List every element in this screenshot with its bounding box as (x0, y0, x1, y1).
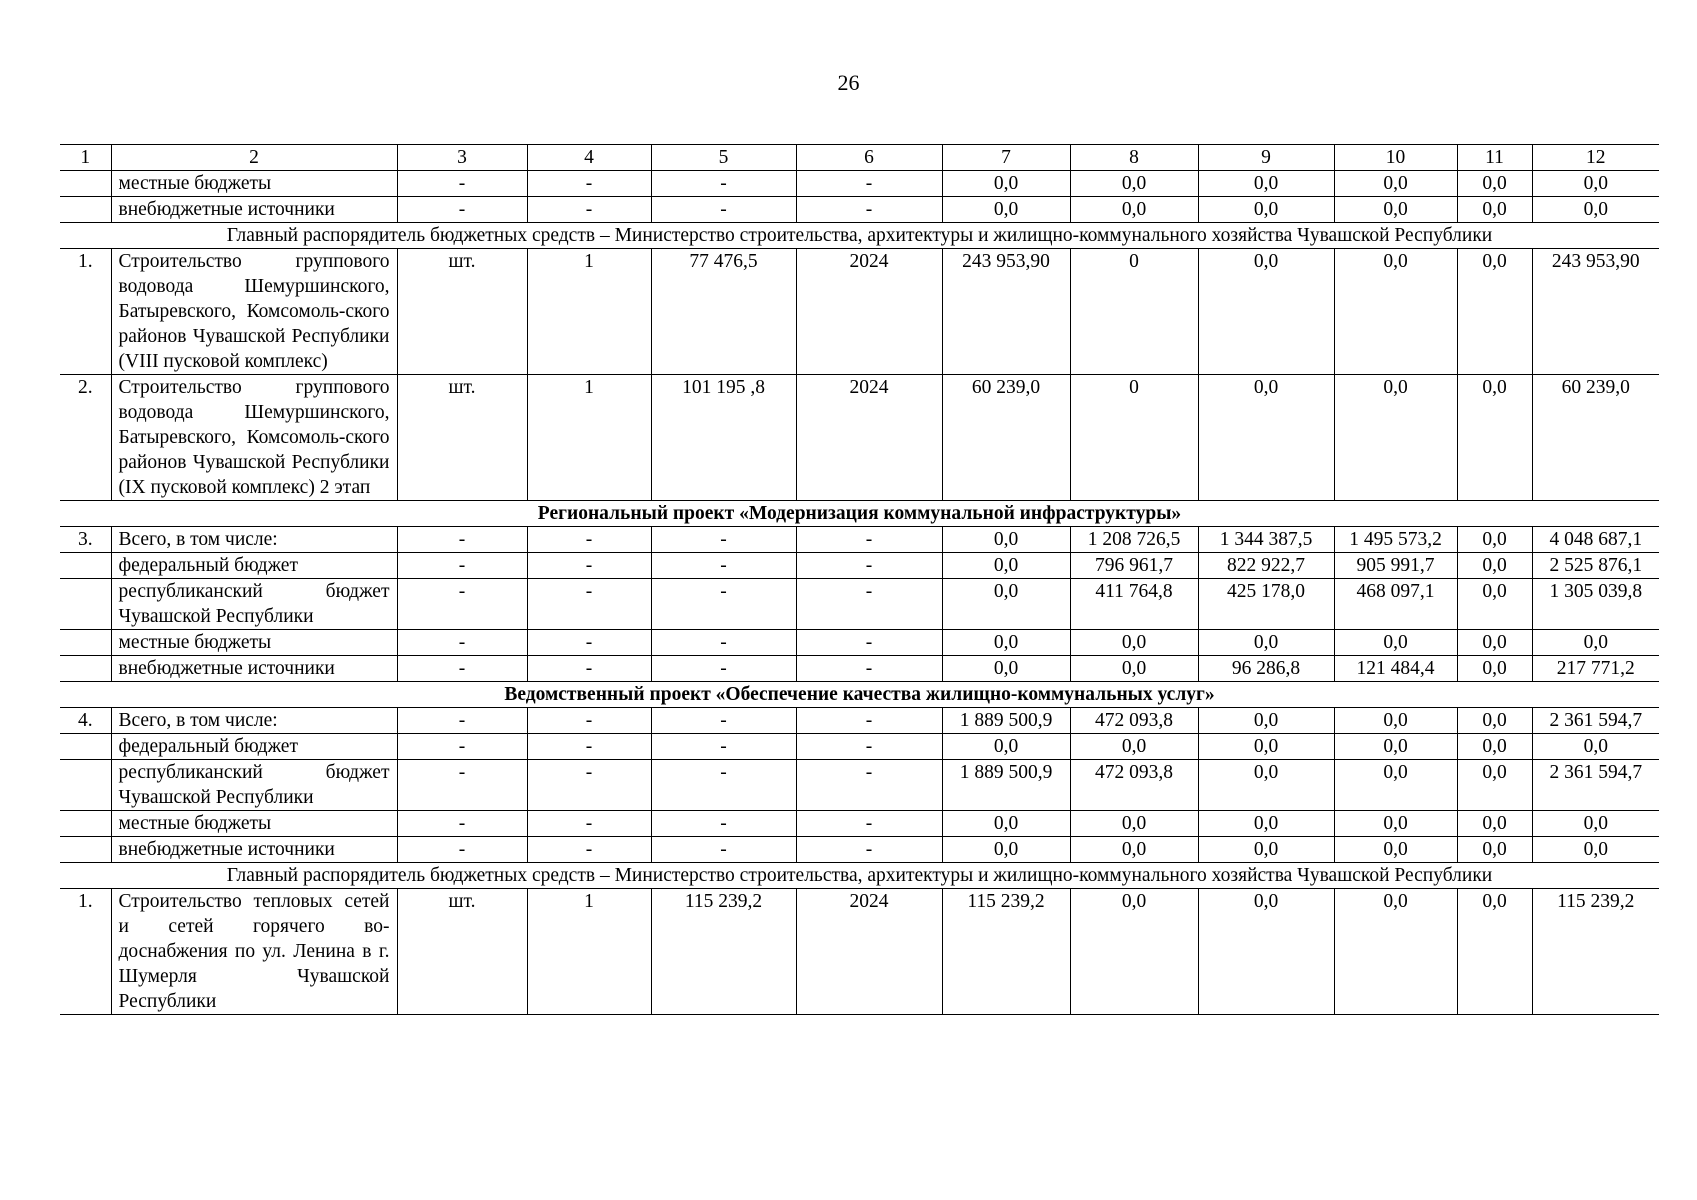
table-cell: 2. (60, 375, 111, 501)
table-cell: - (796, 734, 942, 760)
table-cell: 77 476,5 (651, 249, 796, 375)
table-cell: шт. (397, 249, 527, 375)
table-cell: 0,0 (1334, 249, 1457, 375)
table-cell: 0,0 (942, 197, 1070, 223)
table-cell: - (397, 527, 527, 553)
table-cell: 0,0 (1334, 197, 1457, 223)
table-row (60, 811, 1659, 837)
table-cell: 1 889 500,9 (942, 760, 1070, 811)
table-cell: - (796, 197, 942, 223)
table-cell: - (527, 708, 651, 734)
table-cell: 2 361 594,7 (1532, 760, 1659, 811)
table-cell (60, 837, 111, 863)
table-cell: 4 048 687,1 (1532, 527, 1659, 553)
table-cell: 0,0 (1457, 889, 1532, 1015)
table-cell: 115 239,2 (651, 889, 796, 1015)
table-row (60, 837, 1659, 863)
table-row (60, 734, 1659, 760)
table-cell: 0,0 (1070, 734, 1198, 760)
table-cell: 4. (60, 708, 111, 734)
table-cell: 0,0 (942, 656, 1070, 682)
table-cell: 0,0 (1457, 197, 1532, 223)
section-title: Главный распорядитель бюджетных средств – Министерство строительства, архитектуры и жилищно-коммунального хозяйства Чувашской Республики (60, 863, 1659, 889)
row-name-cell: местные бюджеты (111, 171, 397, 197)
table-cell: - (527, 811, 651, 837)
column-header-4: 4 (527, 145, 651, 171)
table-cell: - (527, 837, 651, 863)
table-cell: 0,0 (942, 579, 1070, 630)
table-row (60, 630, 1659, 656)
table-cell: 0,0 (1457, 171, 1532, 197)
table-row (60, 708, 1659, 734)
table-cell: 0,0 (1198, 197, 1334, 223)
table-cell: 0,0 (1532, 734, 1659, 760)
section-title-row (60, 863, 1659, 889)
table-cell: 243 953,90 (1532, 249, 1659, 375)
table-row (60, 656, 1659, 682)
table-cell: - (527, 553, 651, 579)
table-cell: 411 764,8 (1070, 579, 1198, 630)
page-number: 26 (837, 70, 860, 95)
table-row (60, 889, 1659, 1015)
table-cell: 0,0 (1532, 171, 1659, 197)
table-cell: 0,0 (1457, 656, 1532, 682)
table-cell: шт. (397, 889, 527, 1015)
table-row (60, 527, 1659, 553)
table-cell: 0,0 (1198, 708, 1334, 734)
table-cell: 2024 (796, 375, 942, 501)
table-cell: 0,0 (1198, 249, 1334, 375)
table-cell: - (527, 734, 651, 760)
table-cell: - (796, 630, 942, 656)
column-header-9: 9 (1198, 145, 1334, 171)
column-header-8: 8 (1070, 145, 1198, 171)
row-name-cell: республиканский бюджет Чувашской Республики (111, 760, 397, 811)
table-cell: 0,0 (942, 734, 1070, 760)
table-cell: 0,0 (942, 553, 1070, 579)
table-cell: 0,0 (1532, 837, 1659, 863)
table-cell: 2 361 594,7 (1532, 708, 1659, 734)
table-cell: 0,0 (1198, 171, 1334, 197)
row-name-cell: местные бюджеты (111, 630, 397, 656)
table-cell: - (397, 734, 527, 760)
budget-table (60, 144, 1659, 1015)
table-cell: - (397, 837, 527, 863)
table-cell: 0,0 (1070, 171, 1198, 197)
table-body (60, 145, 1659, 1015)
table-cell: 0,0 (1070, 656, 1198, 682)
table-cell: 96 286,8 (1198, 656, 1334, 682)
table-cell: - (527, 656, 651, 682)
row-name-cell: федеральный бюджет (111, 553, 397, 579)
table-cell: - (796, 171, 942, 197)
table-cell: 0,0 (1070, 811, 1198, 837)
section-title-row (60, 223, 1659, 249)
table-cell: - (651, 579, 796, 630)
table-cell: 0,0 (1198, 734, 1334, 760)
table-cell: 0,0 (1198, 889, 1334, 1015)
table-cell: 1. (60, 889, 111, 1015)
table-cell: 217 771,2 (1532, 656, 1659, 682)
table-cell: 0,0 (1457, 527, 1532, 553)
table-cell: 0,0 (1457, 249, 1532, 375)
table-cell: 0,0 (1457, 734, 1532, 760)
column-header-1: 1 (60, 145, 111, 171)
table-cell: 822 922,7 (1198, 553, 1334, 579)
table-cell: 0,0 (1198, 760, 1334, 811)
table-cell: 1 208 726,5 (1070, 527, 1198, 553)
row-name-cell: республиканский бюджет Чувашской Республики (111, 579, 397, 630)
table-cell: - (651, 553, 796, 579)
table-cell: 0,0 (1334, 811, 1457, 837)
column-header-6: 6 (796, 145, 942, 171)
column-header-11: 11 (1457, 145, 1532, 171)
table-cell (60, 734, 111, 760)
row-name-cell: местные бюджеты (111, 811, 397, 837)
table-cell (60, 171, 111, 197)
table-cell: 101 195 ,8 (651, 375, 796, 501)
table-cell: шт. (397, 375, 527, 501)
table-row (60, 249, 1659, 375)
table-cell: - (651, 760, 796, 811)
table-cell: - (397, 197, 527, 223)
table-cell: - (796, 656, 942, 682)
table-cell: - (527, 630, 651, 656)
table-cell: 0 (1070, 249, 1198, 375)
table-row (60, 760, 1659, 811)
table-cell: 0,0 (1334, 171, 1457, 197)
table-cell: 2024 (796, 249, 942, 375)
table-cell (60, 630, 111, 656)
section-title: Ведомственный проект «Обеспечение качества жилищно-коммунальных услуг» (60, 682, 1659, 708)
table-cell: 1 (527, 249, 651, 375)
table-row (60, 171, 1659, 197)
table-cell: - (397, 760, 527, 811)
table-cell: 243 953,90 (942, 249, 1070, 375)
table-row (60, 579, 1659, 630)
row-name-cell: внебюджетные источники (111, 197, 397, 223)
table-cell: 0,0 (1334, 734, 1457, 760)
table-cell: - (527, 197, 651, 223)
table-cell: 1 889 500,9 (942, 708, 1070, 734)
table-row (60, 553, 1659, 579)
table-cell: 0,0 (1070, 889, 1198, 1015)
table-cell (60, 579, 111, 630)
table-cell: 0,0 (1070, 630, 1198, 656)
table-cell: 0,0 (1070, 837, 1198, 863)
table-cell: - (796, 553, 942, 579)
table-cell: 0,0 (1457, 811, 1532, 837)
table-cell: 425 178,0 (1198, 579, 1334, 630)
table-cell: 0,0 (942, 527, 1070, 553)
table-cell: - (651, 197, 796, 223)
table-cell: - (527, 527, 651, 553)
table-cell: 0,0 (1457, 553, 1532, 579)
row-name-cell: федеральный бюджет (111, 734, 397, 760)
table-cell: - (527, 579, 651, 630)
table-cell (60, 811, 111, 837)
table-cell: - (651, 171, 796, 197)
table-row (60, 375, 1659, 501)
table-cell: - (651, 630, 796, 656)
table-cell: - (651, 734, 796, 760)
table-cell: 0,0 (1334, 837, 1457, 863)
table-cell: 905 991,7 (1334, 553, 1457, 579)
table-cell: 0,0 (1457, 760, 1532, 811)
table-cell: 0,0 (1334, 760, 1457, 811)
column-header-5: 5 (651, 145, 796, 171)
table-cell: 0,0 (1532, 197, 1659, 223)
table-cell: 3. (60, 527, 111, 553)
table-cell: 0,0 (1457, 708, 1532, 734)
table-cell: 468 097,1 (1334, 579, 1457, 630)
column-header-10: 10 (1334, 145, 1457, 171)
table-cell (60, 553, 111, 579)
table-cell: - (796, 811, 942, 837)
table-cell: 0,0 (1198, 837, 1334, 863)
table-cell: 0,0 (1334, 708, 1457, 734)
table-cell: 1. (60, 249, 111, 375)
table-cell: 115 239,2 (1532, 889, 1659, 1015)
table-cell: 121 484,4 (1334, 656, 1457, 682)
table-cell: 1 344 387,5 (1198, 527, 1334, 553)
column-number-header (60, 145, 1659, 171)
table-cell: - (397, 630, 527, 656)
table-cell: 0,0 (1198, 811, 1334, 837)
table-cell: - (397, 171, 527, 197)
table-cell: 60 239,0 (1532, 375, 1659, 501)
table-cell: 0,0 (942, 837, 1070, 863)
table-cell: 0,0 (942, 630, 1070, 656)
table-cell: 0,0 (1457, 630, 1532, 656)
table-cell: 0,0 (942, 811, 1070, 837)
table-cell: - (651, 708, 796, 734)
table-cell: 0 (1070, 375, 1198, 501)
table-cell: 0,0 (1334, 630, 1457, 656)
table-cell: 0,0 (1457, 579, 1532, 630)
table-cell: - (527, 760, 651, 811)
table-cell: 1 (527, 375, 651, 501)
row-name-cell: Всего, в том числе: (111, 708, 397, 734)
section-title: Региональный проект «Модернизация коммунальной инфраструктуры» (60, 501, 1659, 527)
row-name-cell: Строительство группового водовода Шемуршинского, Батыревского, Комсомоль-ского районов Чувашской Республики (IX пусковой комплекс) 2 этап (111, 375, 397, 501)
table-cell: 472 093,8 (1070, 708, 1198, 734)
section-title: Главный распорядитель бюджетных средств – Министерство строительства, архитектуры и жилищно-коммунального хозяйства Чувашской Республики (60, 223, 1659, 249)
column-header-7: 7 (942, 145, 1070, 171)
table-cell: - (527, 171, 651, 197)
table-cell: - (651, 811, 796, 837)
table-cell: 0,0 (1334, 375, 1457, 501)
table-cell: 115 239,2 (942, 889, 1070, 1015)
table-cell: 2024 (796, 889, 942, 1015)
table-cell: - (796, 760, 942, 811)
table-cell: 1 495 573,2 (1334, 527, 1457, 553)
table-cell: - (796, 708, 942, 734)
table-cell: 796 961,7 (1070, 553, 1198, 579)
table-cell: - (397, 579, 527, 630)
column-header-2: 2 (111, 145, 397, 171)
table-cell: 0,0 (1532, 811, 1659, 837)
table-cell (60, 760, 111, 811)
row-name-cell: внебюджетные источники (111, 837, 397, 863)
table-row (60, 197, 1659, 223)
column-header-12: 12 (1532, 145, 1659, 171)
table-cell: - (397, 708, 527, 734)
table-cell: - (397, 656, 527, 682)
table-cell (60, 656, 111, 682)
section-title-row (60, 501, 1659, 527)
table-cell: 0,0 (1198, 375, 1334, 501)
table-cell: 2 525 876,1 (1532, 553, 1659, 579)
table-cell (60, 197, 111, 223)
table-cell: 1 305 039,8 (1532, 579, 1659, 630)
row-name-cell: Строительство группового водовода Шемуршинского, Батыревского, Комсомоль-ского районов Чувашской Республики (VIII пусковой комплекс) (111, 249, 397, 375)
table-cell: 0,0 (1198, 630, 1334, 656)
table-cell: - (796, 579, 942, 630)
table-cell: - (651, 837, 796, 863)
table-cell: 60 239,0 (942, 375, 1070, 501)
table-cell: - (397, 553, 527, 579)
table-cell: 0,0 (1070, 197, 1198, 223)
table-cell: - (651, 656, 796, 682)
section-title-row (60, 682, 1659, 708)
table-cell: - (397, 811, 527, 837)
row-name-cell: Всего, в том числе: (111, 527, 397, 553)
table-cell: - (796, 837, 942, 863)
row-name-cell: Строительство тепловых сетей и сетей горячего во-доснабжения по ул. Ленина в г. Шумерля Чувашской Республики (111, 889, 397, 1015)
row-name-cell: внебюджетные источники (111, 656, 397, 682)
column-header-3: 3 (397, 145, 527, 171)
table-cell: 1 (527, 889, 651, 1015)
table-cell: - (651, 527, 796, 553)
table-cell: 0,0 (1457, 837, 1532, 863)
table-cell: 472 093,8 (1070, 760, 1198, 811)
table-cell: 0,0 (1457, 375, 1532, 501)
table-cell: 0,0 (1334, 889, 1457, 1015)
table-cell: 0,0 (1532, 630, 1659, 656)
table-cell: 0,0 (942, 171, 1070, 197)
table-cell: - (796, 527, 942, 553)
